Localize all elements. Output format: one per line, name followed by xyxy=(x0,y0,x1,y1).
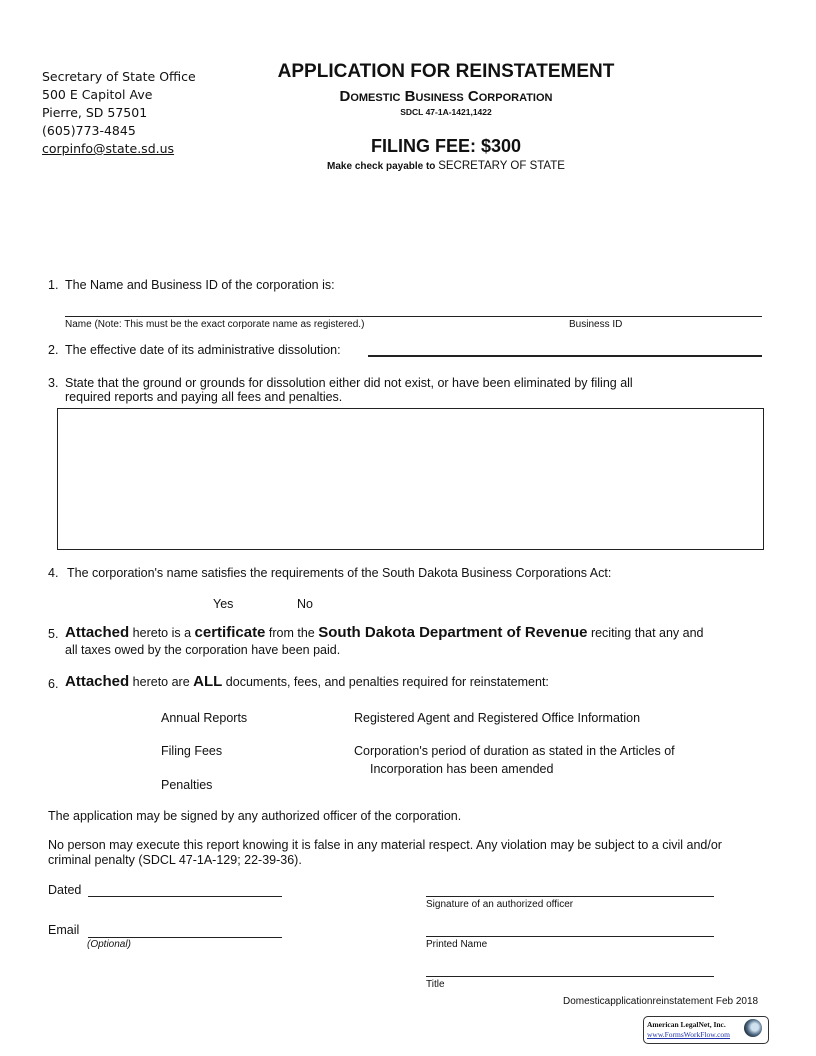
q3-line1: State that the ground or grounds for dissolution either did not exist, or have been eliminated by filing all xyxy=(65,376,633,390)
note-penalty-line2: criminal penalty (SDCL 47-1A-129; 22-39-36). xyxy=(48,853,302,867)
doc-duration-line2: Incorporation has been amended xyxy=(370,762,554,776)
q5-text: reciting that any and xyxy=(590,626,704,640)
title-field[interactable] xyxy=(426,976,714,977)
page-title: APPLICATION FOR REINSTATEMENT xyxy=(277,61,615,82)
note-signer: The application may be signed by any authorized officer of the corporation. xyxy=(48,809,462,823)
q3-line2: required reports and paying all fees and penalties. xyxy=(65,390,343,404)
q5-text: hereto is a xyxy=(132,626,192,640)
note-penalty-line1: No person may execute this report knowing it is false in any material respect. Any violation may be subject to a civil and/or xyxy=(48,838,722,852)
office-phone: (605)773-4845 xyxy=(42,123,136,138)
q6-num: 6. xyxy=(48,677,59,691)
q6-text: hereto are xyxy=(132,675,190,689)
q5-attached: Attached xyxy=(65,624,130,641)
office-name: Secretary of State Office xyxy=(42,69,196,84)
business-id-label: Business ID xyxy=(569,319,623,330)
dated-field[interactable] xyxy=(88,896,282,897)
doc-annual-reports: Annual Reports xyxy=(161,711,248,725)
doc-registered-agent: Registered Agent and Registered Office Information xyxy=(354,711,641,725)
no-option[interactable]: No xyxy=(297,597,313,611)
dated-label: Dated xyxy=(48,883,82,897)
name-id-field[interactable] xyxy=(65,316,762,317)
signature-field[interactable] xyxy=(426,896,714,897)
q1-text: The Name and Business ID of the corporation is: xyxy=(65,278,335,292)
yes-option[interactable]: Yes xyxy=(213,597,234,611)
page-subtitle: Domestic Business Corporation xyxy=(339,88,553,105)
logo-url[interactable]: www.FormsWorkFlow.com xyxy=(647,1030,731,1039)
email-label: Email xyxy=(48,923,80,937)
doc-penalties: Penalties xyxy=(161,778,213,792)
office-city: Pierre, SD 57501 xyxy=(42,105,148,120)
signature-label: Signature of an authorized officer xyxy=(426,899,574,910)
email-optional: (Optional) xyxy=(87,939,131,950)
q5-department: South Dakota Department of Revenue xyxy=(318,624,588,641)
printed-name-field[interactable] xyxy=(426,936,714,937)
q2-text: The effective date of its administrative dissolution: xyxy=(65,343,341,357)
q2-num: 2. xyxy=(48,343,59,357)
q6-text: documents, fees, and penalties required for reinstatement: xyxy=(225,675,549,689)
q3-num: 3. xyxy=(48,376,59,390)
statute: SDCL 47-1A-1421,1422 xyxy=(400,107,492,117)
email-field[interactable] xyxy=(88,937,282,938)
q5-line2: all taxes owed by the corporation have been paid. xyxy=(65,643,341,657)
q4-text: The corporation's name satisfies the requirements of the South Dakota Business Corporations Act: xyxy=(67,566,612,580)
payable-to: SECRETARY OF STATE xyxy=(438,160,565,172)
name-label: Name (Note: This must be the exact corporate name as registered.) xyxy=(65,319,365,330)
q6-attached: Attached xyxy=(65,673,130,690)
payable-prefix: Make check payable to xyxy=(327,161,436,172)
form-id: Domesticapplicationreinstatement Feb 2018 xyxy=(563,996,759,1007)
q1-num: 1. xyxy=(48,278,59,292)
logo-name: American LegalNet, Inc. xyxy=(647,1020,726,1029)
dissolution-date-field[interactable] xyxy=(368,355,762,357)
title-label: Title xyxy=(426,979,445,990)
globe-icon xyxy=(744,1019,762,1037)
q5-text: from the xyxy=(268,626,315,640)
grounds-textarea[interactable] xyxy=(57,408,764,550)
q6-all: ALL xyxy=(193,673,223,690)
q5-num: 5. xyxy=(48,627,59,641)
printed-name-label: Printed Name xyxy=(426,939,488,950)
q5-certificate: certificate xyxy=(194,624,266,641)
q4-num: 4. xyxy=(48,566,59,580)
doc-filing-fees: Filing Fees xyxy=(161,744,223,758)
office-email-link[interactable]: corpinfo@state.sd.us xyxy=(42,141,175,156)
doc-duration-line1: Corporation's period of duration as stated in the Articles of xyxy=(354,744,675,758)
filing-fee: FILING FEE: $300 xyxy=(370,136,522,156)
office-street: 500 E Capitol Ave xyxy=(42,87,153,102)
american-legalnet-logo[interactable] xyxy=(643,1016,769,1044)
